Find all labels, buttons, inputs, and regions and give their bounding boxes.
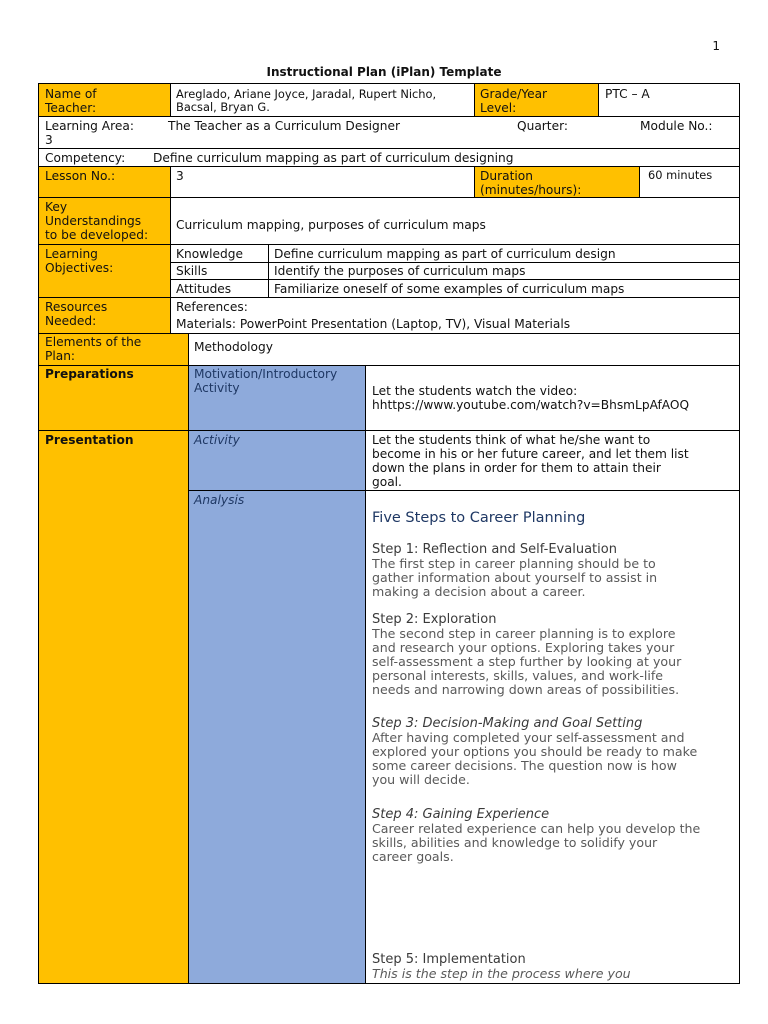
learning-area-label: Learning Area:: [45, 119, 134, 133]
career-planning-title: Five Steps to Career Planning: [372, 510, 586, 526]
key-understandings-label-3: to be developed:: [45, 228, 149, 242]
objective-type-skills: Skills: [176, 264, 208, 278]
lesson-value: 3: [176, 169, 184, 183]
competency-value: Define curriculum mapping as part of curriculum designing: [153, 151, 514, 165]
activity-column-bg: [188, 365, 365, 983]
grade-label-2: Level:: [480, 101, 517, 115]
step-3-line: explored your options you should be ready to make: [372, 744, 698, 759]
elements-label-2: Plan:: [45, 349, 76, 363]
page-number: 1: [712, 39, 720, 53]
step-2-line: and research your options. Exploring takes your: [372, 640, 675, 655]
step-3-line: After having completed your self-assessment and: [372, 730, 685, 745]
preparations-text-1: Let the students watch the video:: [372, 384, 578, 398]
duration-label-1: Duration: [480, 169, 533, 183]
quarter-label: Quarter:: [517, 119, 568, 133]
step-1-line: making a decision about a career.: [372, 584, 586, 599]
step-2-line: personal interests, skills, values, and work-life: [372, 668, 664, 683]
teacher-label-2: Teacher:: [45, 101, 97, 115]
document-title: Instructional Plan (iPlan) Template: [266, 65, 502, 79]
objective-type-knowledge: Knowledge: [176, 247, 243, 261]
activity-text-1: Let the students think of what he/she want to: [372, 433, 651, 447]
step-1-line: gather information about yourself to assist in: [372, 570, 658, 585]
step-4-line: career goals.: [372, 849, 454, 864]
grade-label-1: Grade/Year: [480, 87, 548, 101]
resources-materials: Materials: PowerPoint Presentation (Laptop, TV), Visual Materials: [176, 317, 571, 331]
objective-text-skills: Identify the purposes of curriculum maps: [274, 264, 526, 278]
motivation-activity-2: Activity: [194, 381, 240, 395]
step-3-title: Step 3: Decision-Making and Goal Setting: [372, 716, 643, 731]
step-4-line: Career related experience can help you develop the: [372, 821, 701, 836]
step-4-title: Step 4: Gaining Experience: [372, 807, 550, 822]
grade-value: PTC – A: [605, 87, 650, 101]
duration-value: 60 minutes: [648, 168, 713, 182]
left-column-bg: [38, 365, 188, 983]
resources-label-1: Resources: [45, 300, 108, 314]
key-understandings-value: Curriculum mapping, purposes of curriculum maps: [176, 218, 486, 232]
learning-area-cont: 3: [45, 133, 53, 147]
resources-references: References:: [176, 300, 248, 314]
step-2-line: The second step in career planning is to explore: [372, 626, 676, 641]
teacher-value-1: Areglado, Ariane Joyce, Jaradal, Rupert Nicho,: [176, 87, 437, 101]
step-3-line: some career decisions. The question now is how: [372, 758, 677, 773]
objectives-label-2: Objectives:: [45, 261, 114, 275]
analysis-label: Analysis: [194, 493, 245, 507]
activity-text-4: goal.: [372, 475, 402, 489]
activity-label: Activity: [194, 433, 240, 447]
step-4-line: skills, abilities and knowledge to solidify your: [372, 835, 658, 850]
step-1-title: Step 1: Reflection and Self-Evaluation: [372, 542, 617, 557]
step-2-title: Step 2: Exploration: [372, 612, 497, 627]
step-5-line: This is the step in the process where you: [372, 966, 631, 981]
step-2-line: needs and narrowing down areas of possibilities.: [372, 682, 680, 697]
objective-text-knowledge: Define curriculum mapping as part of curriculum design: [274, 247, 616, 261]
step-1-line: The first step in career planning should be to: [372, 556, 656, 571]
preparations-label: Preparations: [45, 367, 134, 381]
key-understandings-label-2: Understandings: [45, 214, 142, 228]
key-understandings-label-1: Key: [45, 200, 68, 214]
preparations-video-link[interactable]: hhttps://www.youtube.com/watch?v=BhsmLpAfAOQ: [372, 398, 690, 412]
activity-text-2: become in his or her future career, and let them list: [372, 447, 689, 461]
teacher-value-2: Bacsal, Bryan G.: [176, 100, 270, 114]
learning-area-value: The Teacher as a Curriculum Designer: [168, 119, 401, 133]
step-2-line: self-assessment a step further by looking at your: [372, 654, 682, 669]
step-5-title: Step 5: Implementation: [372, 952, 526, 967]
presentation-label: Presentation: [45, 433, 134, 447]
competency-label: Competency:: [45, 151, 126, 165]
duration-label-2: (minutes/hours):: [480, 183, 582, 197]
objectives-label-1: Learning: [45, 247, 98, 261]
elements-label-1: Elements of the: [45, 335, 142, 349]
lesson-label: Lesson No.:: [45, 169, 116, 183]
motivation-activity-1: Motivation/Introductory: [194, 367, 338, 381]
step-3-line: you will decide.: [372, 772, 470, 787]
objective-text-attitudes: Familiarize oneself of some examples of curriculum maps: [274, 282, 625, 296]
methodology-header: Methodology: [194, 340, 273, 354]
resources-label-2: Needed:: [45, 314, 97, 328]
teacher-label-1: Name of: [45, 87, 97, 101]
objective-type-attitudes: Attitudes: [176, 282, 232, 296]
activity-text-3: down the plans in order for them to attain their: [372, 461, 661, 475]
module-label: Module No.:: [640, 119, 713, 133]
